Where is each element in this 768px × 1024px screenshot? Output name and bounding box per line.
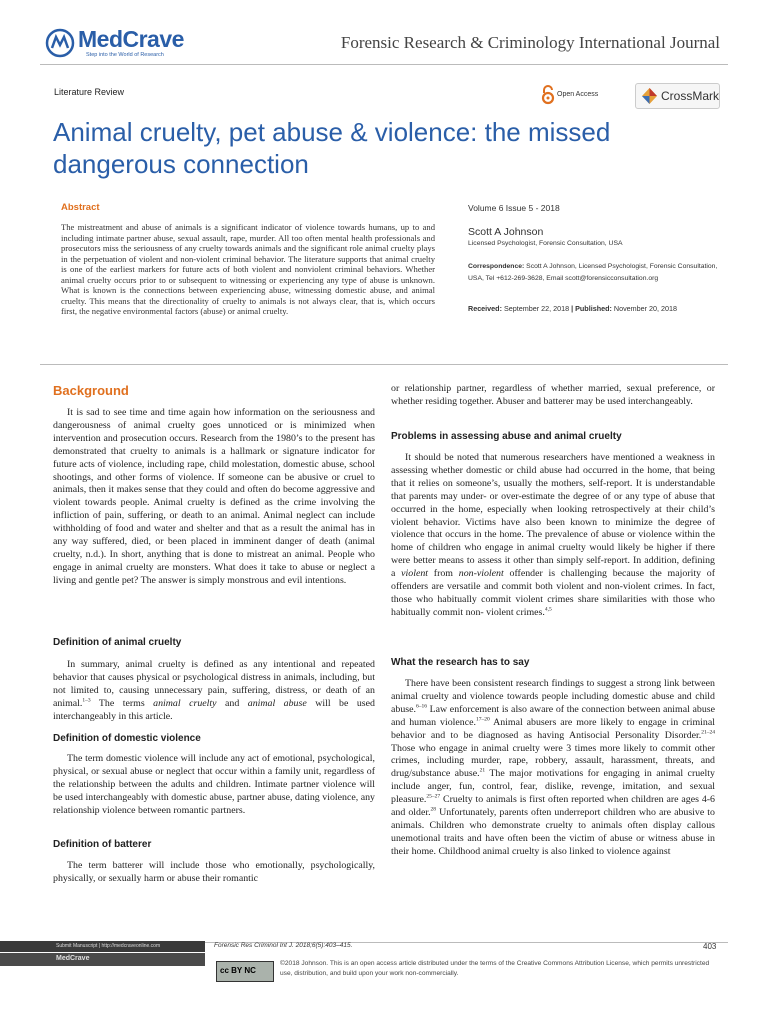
problems-heading: Problems in assessing abuse and animal cruelty [391,431,622,442]
citation[interactable]: 17–20 [475,716,490,723]
research-text: The major motivations for engaging in animal cruelty include anger, fun, control, fear, dislike, revenge, imitation, and sexual pleasure. [391,768,715,806]
research-heading: What the research has to say [391,657,530,668]
def-batterer-text: The term batterer will include those who emotionally, psychologically, physically, or sexually harm or abuse their romantic [53,860,375,884]
problems-text-1: It should be noted that numerous researchers have mentioned a weakness in assessing whether domestic or child abuse had occurred in the home, that being that it relies on someone’s, usually the mothers, self-report. It is understandable that parents may under- or over-estimate the degree of or any type of abuse that occurred in the home, especially when looking retrospectively at their child’s violent behavior. Victims have also been known to minimize the degree of violence that occurs in the home. The prevalence of abuse or violence within the home of children who engage in animal cruelty would likely be higher if there were better means to assess it other than simply self-report. In addition, defining a [391,452,715,580]
creative-commons-badge[interactable] [216,961,274,982]
citation[interactable]: 4,5 [544,606,552,613]
logo-name[interactable]: MedCrave [78,26,184,52]
citation[interactable]: 1–3 [82,697,91,704]
open-access-label: Open Access [557,91,599,98]
def-cruelty-text-2: The terms [90,697,154,709]
def-cruelty-text-4: will be used interchangeably in this article. [53,697,375,722]
footer-logo-bar [0,953,205,966]
term-violent: violent [401,568,429,580]
citation[interactable]: 21–24 [701,729,715,736]
definition-animal-cruelty-heading: Definition of animal cruelty [53,637,182,648]
volume-issue: Volume 6 Issue 5 - 2018 [468,203,560,213]
citation[interactable]: 21 [479,768,486,775]
problems-text-2: from [428,568,459,580]
footer-logo: MedCrave [56,955,90,962]
crossmark-icon [641,87,658,105]
definition-batterer-paragraph [53,860,375,886]
medcrave-logo-icon [44,28,76,58]
background-heading: Background [53,383,129,398]
def-cruelty-text-1: In summary, animal cruelty is defined as any intentional and repeated behavior that causes physical or psychological distress in animals, including, but not limited to, causing unnecessary pain, suffering, distress, or death of an animal. [53,659,375,709]
published-label: Published: [575,304,612,313]
research-text: Cruelty to animals is first often reported when children are ages 4-6 and older. [391,794,715,819]
page-number: 403 [703,942,717,951]
author-name: Scott A Johnson [468,226,544,238]
received-date: September 22, 2018 [503,304,570,313]
header-divider [40,64,728,65]
citation[interactable]: 28 [430,806,437,813]
author-affiliation: Licensed Psychologist, Forensic Consultation, USA [468,240,623,247]
open-access-icon [541,85,555,105]
citation[interactable]: 25–27 [426,793,441,800]
license-text: ©2018 Johnson. This is an open access article distributed under the terms of the Creative Commons Attribution License, which permits unrestricted use, distribution, and build upon your work non-commercially. [280,960,710,977]
correspondence-label: Correspondence: [468,263,525,270]
research-text: Animal abusers are more likely to engage in criminal behavior and to be diagnosed as having Antisocial Personality Disorder. [391,716,715,741]
research-paragraph [391,678,715,859]
citation[interactable]: 6–16 [415,703,427,710]
crossmark-label[interactable]: CrossMark [661,89,720,103]
research-text: Law enforcement is also aware of the connection between animal abuse and human violence. [391,703,715,728]
dates [468,303,718,314]
term-non-violent: non-violent [458,568,504,580]
document-type: Literature Review [54,87,125,97]
logo-tagline: Step into the World of Research [86,52,164,58]
def-dv-text: The term domestic violence will include any act of emotional, psychological, physical, or sexual abuse or neglect that occur within a family unit, regardless of the relationship between the adults and children. Intimate partner violence will be used interchangeably with domestic abuse, partner abuse, dating violence, any relationship violence between romantic partners. [53,753,375,816]
published-date: November 20, 2018 [613,304,678,313]
term-animal-abuse: animal abuse [247,697,307,709]
correspondence-text[interactable]: Scott A Johnson, Licensed Psychologist, Forensic Consultation, USA, Tel +612-269-3628, Email scott@forensicconsultation.org [468,263,718,282]
received-label: Received: [468,304,502,313]
definition-animal-cruelty-paragraph [53,659,375,724]
date-separator: | [571,304,574,313]
problems-text-3: offender is challenging because the majority of offenders are versatile and commit both violent and non-violent crimes. In fact, those who habitually commit violent crimes share similarities with those who habitually commit non- violent crimes. [391,568,716,618]
definition-batterer-heading: Definition of batterer [53,839,152,850]
citation-line: Forensic Res Criminol Int J. 2018;6(5):403‒415. [214,942,353,949]
definition-domestic-violence-paragraph [53,753,375,818]
abstract-text: The mistreatment and abuse of animals is a significant indicator of violence towards humans, up to and including intimate partner abuse, sexual assault, rape, murder. All too often mental health professionals and prosecutors miss the seriousness of any cruelty towards animals and the significant role animal cruelty plays in the perpetuation of violent and non-violent criminal behavior. The literature supports that animal cruelty is one of the earliest markers for future acts of both violent and nonviolent criminal behaviors. Whether animal cruelty occurs prior to or subsequent to witnessing or experiencing any type of abuse is unknown. What is known is the connections between experiencing abuse, witnessing domestic abuse, and animal cruelty. This means that the directionality of cruelty to animals is not always clear, that is, which occurs first, the negative environmental factors (abuse) or animal cruelty. [61,222,435,316]
def-cruelty-text-3: and [216,697,248,709]
cc-badge-label: cc BY NC [220,966,256,975]
submit-manuscript-link[interactable]: Submit Manuscript | http://medcraveonline.com [56,943,161,949]
research-text: Unfortunately, parents often underreport children who are abusive to animals. Children who demonstrate cruelty to animals often display callous unemotional traits and have often been the victim of abuse or witness abuse in their home. Childhood animal cruelty is also linked to violence against [391,807,715,857]
background-paragraph [53,407,375,588]
problems-paragraph [391,452,715,620]
research-text: There have been consistent research findings to suggest a strong link between animal cruelty and violence towards people including domestic abuse and child abuse. [391,678,715,715]
journal-name: Forensic Research & Criminology International Journal [340,33,720,52]
article-title: Animal cruelty, pet abuse & violence: the missed dangerous connection [53,117,611,179]
continued-paragraph [391,383,715,409]
abstract-heading: Abstract [61,202,100,213]
term-animal-cruelty: animal cruelty [153,697,217,709]
continued-text: or relationship partner, regardless of whether married, sexual preference, or whether residing together. Abuser and batterer may be used interchangeably. [391,383,715,407]
research-text: Those who engage in animal cruelty were 3 times more likely to commit other crimes, including murder, rape, robbery, assault, harassment, threats, and drug/substance abuse. [391,742,715,780]
background-text: It is sad to see time and time again how information on the seriousness and dangerousness of animal cruelty goes unnoticed or is minimized when intervention and prosecution occurs. Research from the 1980’s to the present has demonstrated that cruelty to animals is a hallmark or signature indicator for future acts of violence, including rape, child molestation, domestic abuse, school shootings, and other forms of violence. If someone can be abusive or cruel to animals, then it makes sense that they could and often do become aggressive and violent towards people. Animal cruelty is defined as the crime involving the infliction of pain, suffering, or death to an animal. Animal neglect can include withholding of food and water and shelter and that as a result the animal has in any way suffered, died, or been placed in imminent danger of death (animal cruelty, n.d.). In short, anything that is done to mistreat an animal. People who engage in animal cruelty are monsters. What does it take to abuse or neglect a living and gentle pet? The answer is simply monstrous and evil intentions. [53,407,375,586]
definition-domestic-violence-heading: Definition of domestic violence [53,733,201,744]
section-divider [40,364,728,365]
correspondence [468,261,718,284]
